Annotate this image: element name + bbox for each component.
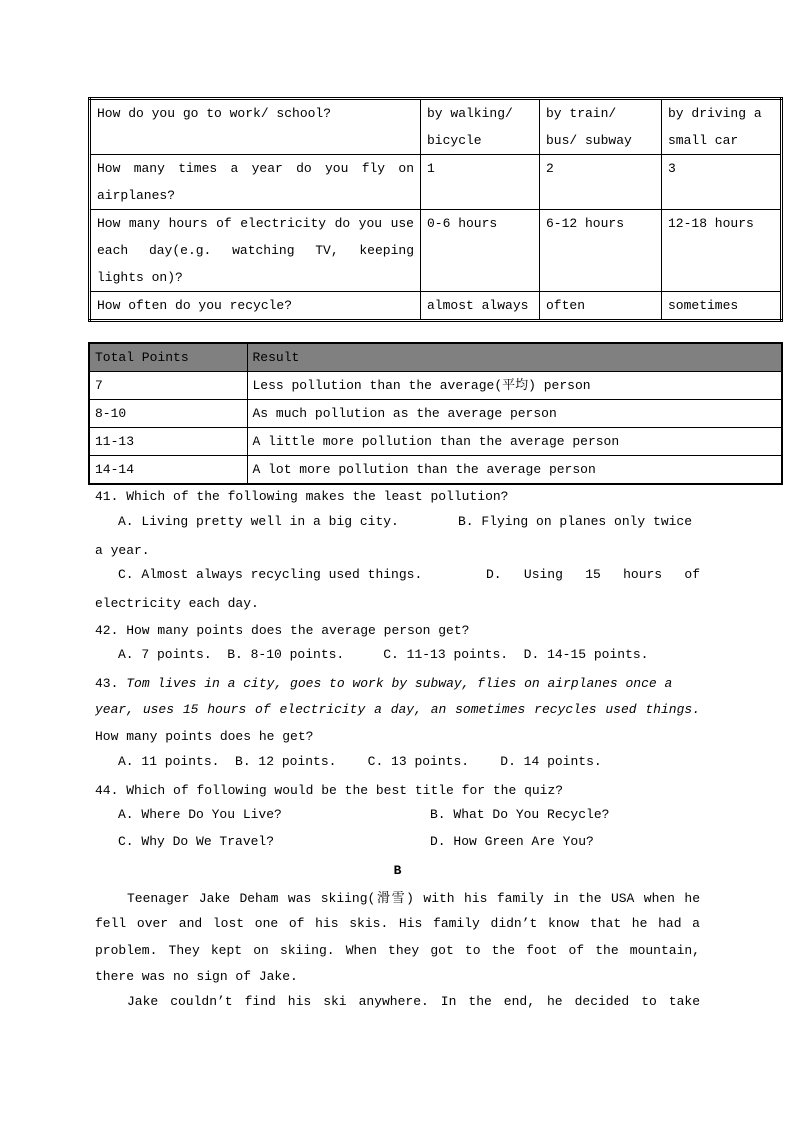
header-cell: Total Points (89, 343, 247, 372)
quiz-table (88, 97, 783, 322)
table-row (90, 210, 782, 292)
passage-line: there was no sign of Jake. (95, 969, 298, 984)
q41-option-b: B. Flying on planes only twice (458, 514, 693, 529)
table-row (89, 456, 782, 485)
option-c-cell: 3 (662, 155, 782, 210)
q41-option-d-cont: electricity each day. (95, 596, 259, 611)
question-cell: How many hours of electricity do you use each day(e.g. watching TV, keeping lights on)? (90, 210, 421, 292)
question-43-stem-2: year, uses 15 hours of electricity a day, an sometimes recycles used things. (95, 702, 700, 717)
q43-number: 43. (95, 676, 127, 691)
q43-options: A. 11 points. B. 12 points. C. 13 points. D. 14 points. (118, 754, 602, 769)
option-a-cell: 1 (421, 155, 540, 210)
result-cell: A little more pollution than the average person (247, 428, 782, 456)
question-42-stem: 42. How many points does the average person get? (95, 623, 470, 638)
points-cell: 7 (89, 372, 247, 400)
option-b-cell: by train/ bus/ subway (540, 99, 662, 155)
table-row (89, 400, 782, 428)
points-cell: 11-13 (89, 428, 247, 456)
table-row (89, 428, 782, 456)
option-c-cell: sometimes (662, 292, 782, 321)
result-cell: As much pollution as the average person (247, 400, 782, 428)
q44-option-d: D. How Green Are You? (430, 834, 594, 849)
result-cell: A lot more pollution than the average person (247, 456, 782, 485)
result-cell: Less pollution than the average(平均) person (247, 372, 782, 400)
question-43-stem-3: How many points does he get? (95, 729, 314, 744)
table-row (89, 372, 782, 400)
q43-text: Tom lives in a city, goes to work by subway, flies on airplanes once a (126, 676, 673, 691)
question-cell: How do you go to work/ school? (90, 99, 421, 155)
header-cell: Result (247, 343, 782, 372)
passage-line: problem. They kept on skiing. When they got to the foot of the mountain, (95, 943, 700, 958)
option-b-cell: often (540, 292, 662, 321)
table-header-row (89, 343, 782, 372)
passage-line: fell over and lost one of his skis. His family didn’t know that he had a (95, 916, 700, 931)
q44-option-a: A. Where Do You Live? (118, 807, 282, 822)
option-a-cell: 0-6 hours (421, 210, 540, 292)
section-heading: B (393, 863, 402, 878)
q41-option-b-cont: a year. (95, 543, 150, 558)
q42-options: A. 7 points. B. 8-10 points. C. 11-13 points. D. 14-15 points. (118, 647, 649, 662)
option-b-cell: 2 (540, 155, 662, 210)
result-table (88, 342, 783, 485)
question-cell: How many times a year do you fly on airplanes? (90, 155, 421, 210)
passage-line: Jake couldn’t find his ski anywhere. In the end, he decided to take (127, 994, 700, 1009)
question-cell: How often do you recycle? (90, 292, 421, 321)
option-c-cell: 12-18 hours (662, 210, 782, 292)
table-row (90, 99, 782, 155)
table-row (90, 155, 782, 210)
option-c-cell: by driving a small car (662, 99, 782, 155)
option-a-cell: by walking/ bicycle (421, 99, 540, 155)
q44-option-c: C. Why Do We Travel? (118, 834, 275, 849)
question-43-stem-1 (95, 674, 700, 694)
q41-option-c: C. Almost always recycling used things. (118, 567, 423, 582)
option-b-cell: 6-12 hours (540, 210, 662, 292)
q44-option-b: B. What Do You Recycle? (430, 807, 610, 822)
table-row (90, 292, 782, 321)
passage-line: Teenager Jake Deham was skiing(滑雪) with his family in the USA when he (127, 891, 700, 906)
option-a-cell: almost always (421, 292, 540, 321)
question-41-stem: 41. Which of the following makes the least pollution? (95, 489, 509, 504)
q41-option-d: D. Using 15 hours of (486, 567, 700, 582)
points-cell: 8-10 (89, 400, 247, 428)
q41-option-a: A. Living pretty well in a big city. (118, 514, 399, 529)
points-cell: 14-14 (89, 456, 247, 485)
question-44-stem: 44. Which of following would be the best title for the quiz? (95, 783, 564, 798)
